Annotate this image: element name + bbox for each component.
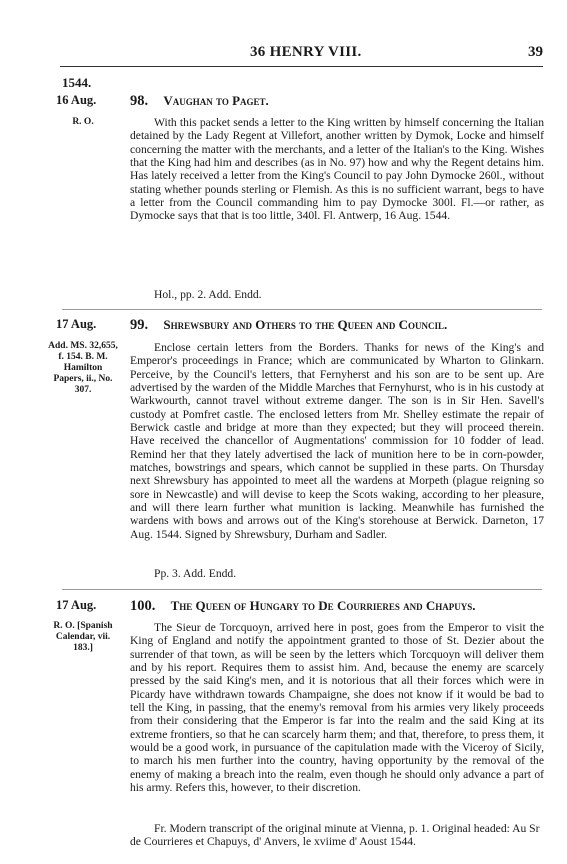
header-rule [60,66,543,67]
entry-100-number: 100. [130,598,156,614]
entry-100-paragraph: The Sieur de Torcquoyn, arrived here in post, goes from the Emperor to visit the King of England and notify the appointment granted to those of St. Dezier about the surrender of that town, as will be seen by the letters which Torcquoyn will deliver them and by his report. Requires them to assist him. And, because the enemy are scarcely pressed by the said King's men, and it is notorious that all their forces which were in Picardy have withdrawn towards Champaigne, she does not know if it would be bad to tell the King, in passing, that the enemy's removal from his armies very likely proceeds from their considering that the Emperor is far into the realm and the said King at its extreme frontiers, so that he can scarcely harm them; and that, therefore, to press them, it would be a good work, in pursuance of the capitulation made with the Viceroy of Sicily, to march his men further into the country, having opportunity by the removal of the enemy of making a breach into the realm, even though he should only advance a part of his army. Refers this, however, to their discretion. [130,621,544,795]
entry-100-title: The Queen of Hungary to De Courrieres and Chapuys. [170,598,476,613]
running-head [0,44,567,64]
entry-99-heading [130,317,447,334]
entry-99-source: Add. MS. 32,655, f. 154. B. M. Hamilton Papers, ii., No. 307. [48,341,118,395]
entry-98-body [130,116,544,223]
entry-98-date: 16 Aug. [56,93,97,107]
entry-divider [62,309,542,310]
entry-98-title: Vaughan to Paget. [163,93,269,108]
entry-99-body [130,341,544,541]
entry-99-paragraph: Enclose certain letters from the Borders. Thanks for news of the King's and Emperor's proceedings in France; which are communicated by Wharton to Glinkarn. Perceive, by the Council's letters, that Fernyherst and his son are to be sent up. Are advertised by the warden of the Middle Marches that Fernyhurst, who is in his custody at Warkwourth, cannot travel without extreme danger. The son is in Sir Hen. Savell's custody at Pomfret castle. The enclosed letters from Mr. Shelley estimate the repair of Berwick castle and bridge at more than they expected; but they will proceed therein. Have received the chancellor of Augmentations' commission for 10 fodder of lead. Remind her that they lately advertised the lack of munition here to be in corn-powder, matches, bowstrings and spears, which cannot be supplied in these parts. On Thursday next Shrewsbury has appointed to meet all the wardens at Morpeth (plague reigning so sore in Newcastle) and will devise to keep the Scots waking, according to her pleasure, and will there learn further what munition is lacking. Meanwhile has furnished the wardens with bows and arrows out of the King's storehouse at Berwick. Darneton, 17 Aug. 1544. Signed by Shrewsbury, Durham and Sadler. [130,341,544,541]
entry-99-title: Shrewsbury and Others to the Queen and Council. [163,317,448,332]
entry-98-source: R. O. [72,117,94,127]
entry-99-date: 17 Aug. [56,317,97,331]
running-head-title: 36 HENRY VIII. [250,44,362,60]
entry-98-heading [130,93,269,110]
entry-100-date: 17 Aug. [56,598,97,612]
entry-100-note: Fr. Modern transcript of the original minute at Vienna, p. 1. Original headed: Au Sr de Courrieres et Chapuys, d' Anvers, le xviime d' Aoust 1544. [130,822,540,849]
entry-divider [62,589,542,590]
entry-98-paragraph: With this packet sends a letter to the King written by himself concerning the Italian detained by the Lady Regent at Villefort, another written by Dymok, Locke and himself concerning the matter with the merchants, and a letter of the Italian's to the King. Wishes that the King had him and describes (as in No. 97) how and why the Regent detains him. Has lately received a letter from the King's Council to pay John Dymocke 260l., without stating whether pounds sterling or Flemish. As this is no sufficient warrant, begs to have a letter from the Council commanding him to pay Dymocke 300l. Fl.—or rather, as Dymocke says that that is too little, 340l. Fl. Antwerp, 16 Aug. 1544. [130,116,544,223]
page-number: 39 [528,44,543,60]
entry-98-year: 1544. [62,75,92,90]
entry-100-body [130,621,544,794]
entry-100-heading [130,598,475,615]
entry-98-number: 98. [130,93,149,109]
entry-99-note: Pp. 3. Add. Endd. [154,567,237,580]
entry-98-note: Hol., pp. 2. Add. Endd. [154,288,262,301]
entry-99-number: 99. [130,317,149,333]
entry-100-source: R. O. [Spanish Calendar, vii. 183.] [53,621,113,653]
